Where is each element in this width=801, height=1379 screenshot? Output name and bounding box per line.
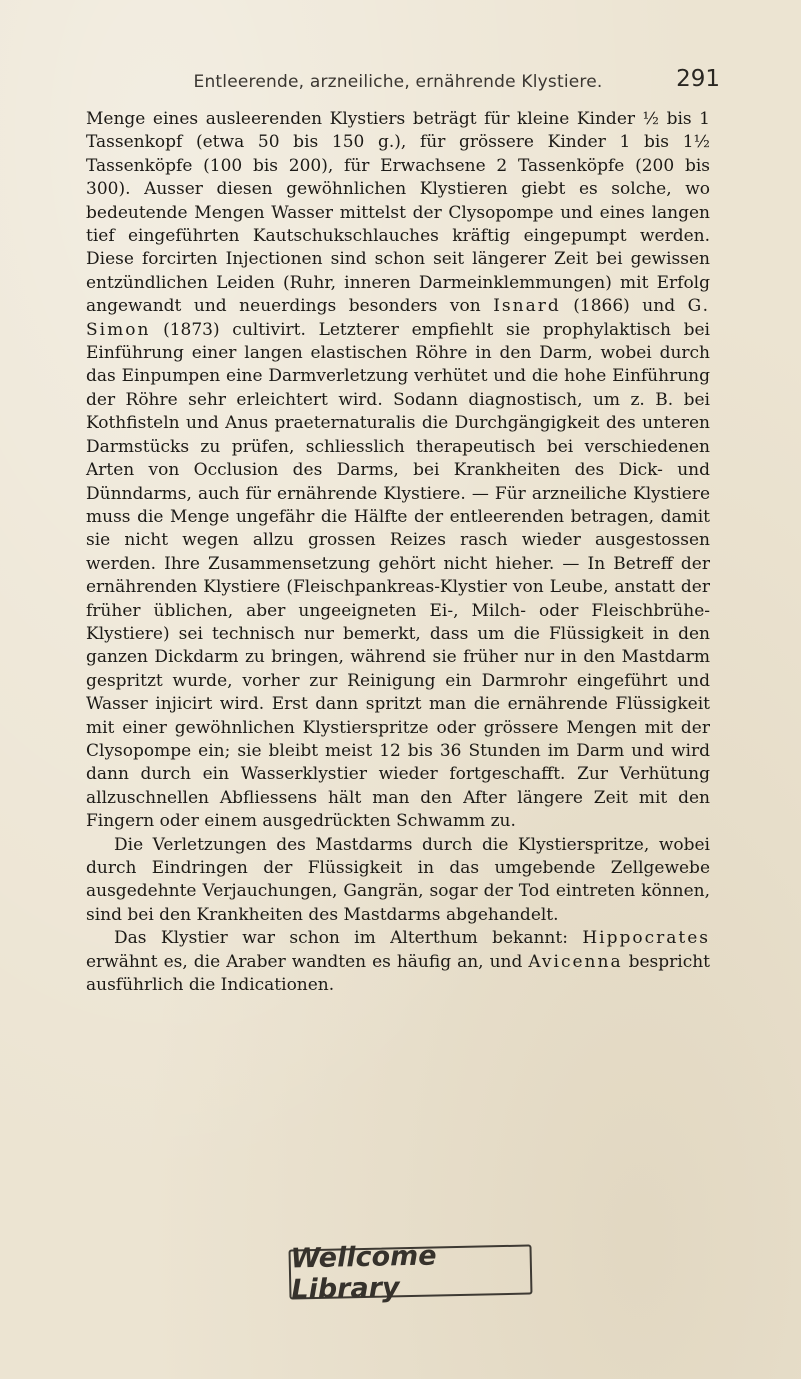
running-title: Entleerende, arzneiliche, ernährende Klystiere. [193,72,603,92]
paragraph-3-text-a: Das Klystier war schon im Alterthum bekannt: [114,928,583,949]
paragraph-1 [86,108,710,834]
paragraph-3 [86,927,710,997]
paragraph-3-text-c: bespricht ausführlich die Indicationen. [86,951,710,996]
paragraph-1-text-a: Menge eines ausleerenden Klystiers beträgt für kleine Kinder ½ bis 1 Tassenkopf (etwa 50 bis 150 g.), für grössere Kinder 1 bis 1½ Tassenköpfe (100 bis 200), für Erwachsene 2 Tassenköpfe (200 bis 300). Ausser diesen gewöhnlichen Klystieren giebt es solche, wo bedeutende Mengen Wasser mittelst der Clysopompe und eines langen tief eingeführten Kautschukschlauches kräftig eingepumpt werden. Diese forcirten Injectionen sind schon seit längerer Zeit bei gewissen entzündlichen Leiden (Ruhr, inneren Darmeinklemmungen) mit Erfolg angewandt und neuerdings besonders von [86,109,710,317]
library-stamp: Wellcome Library [289,1244,533,1299]
author-name-isnard: Isnard [493,296,561,317]
page-number: 291 [676,66,720,92]
body-text [86,108,710,997]
author-name-simon: G. Simon [86,296,710,340]
page-header [88,66,720,100]
paragraph-1-text-c: (1873) cultivirt. Letzterer empfiehlt sie prophylaktisch bei Einführung einer langen elastischen Röhre in den Darm, wobei durch das Einpumpen eine Darmverletzung verhütet und die hohe Einführung der Röhre sehr erleichtert wird. Sodann diagnostisch, um z. B. bei Kothfisteln und Anus praeternaturalis die Durchgängigkeit des unteren Darmstücks zu prüfen, schliesslich therapeutisch bei verschiedenen Arten von Occlusion des Darms, bei Krankheiten des Dick- und Dünndarms, auch für ernährende Klystiere. — Für arzneiliche Klystiere muss die Menge ungefähr die Hälfte der entleerenden betragen, damit sie nicht wegen allzu grossen Reizes rasch wieder ausgestossen werden. Ihre Zusammensetzung gehört nicht hieher. — In Betreff der ernährenden Klystiere (Fleischpankreas-Klystier von Leube, anstatt der früher üblichen, aber ungeeigneten Ei-, Milch- oder Fleischbrühe-Klystiere) sei technisch nur bemerkt, dass um die Flüssigkeit in den ganzen Dickdarm zu bringen, während sie früher nur in den Mastdarm gespritzt wurde, vorher zur Reinigung ein Darmrohr eingeführt und Wasser injicirt wird. Erst dann spritzt man die ernährende Flüssigkeit mit einer gewöhnlichen Klystierspritze oder grössere Mengen mit der Clysopompe ein; sie bleibt meist 12 bis 36 Stunden im Darm und wird dann durch ein Wasserklystier wieder fortgeschafft. Zur Verhütung allzuschnellen Abfliessens hält man den After längere Zeit mit den Fingern oder einem ausgedrückten Schwamm zu. [86,319,710,832]
paragraph-1-text-b: (1866) und [560,296,688,317]
paragraph-3-text-b: erwähnt es, die Araber wandten es häufig an, und [86,951,529,972]
author-name-avicenna: Avicenna [528,951,623,972]
paragraph-2: Die Verletzungen des Mastdarms durch die Klystierspritze, wobei durch Eindringen der Flüssigkeit in das umgebende Zellgewebe ausgedehnte Verjauchungen, Gangrän, sogar der Tod eintreten können, sind bei den Krankheiten des Mastdarms abgehandelt. [86,834,710,925]
author-name-hippocrates: Hippocrates [582,928,710,949]
